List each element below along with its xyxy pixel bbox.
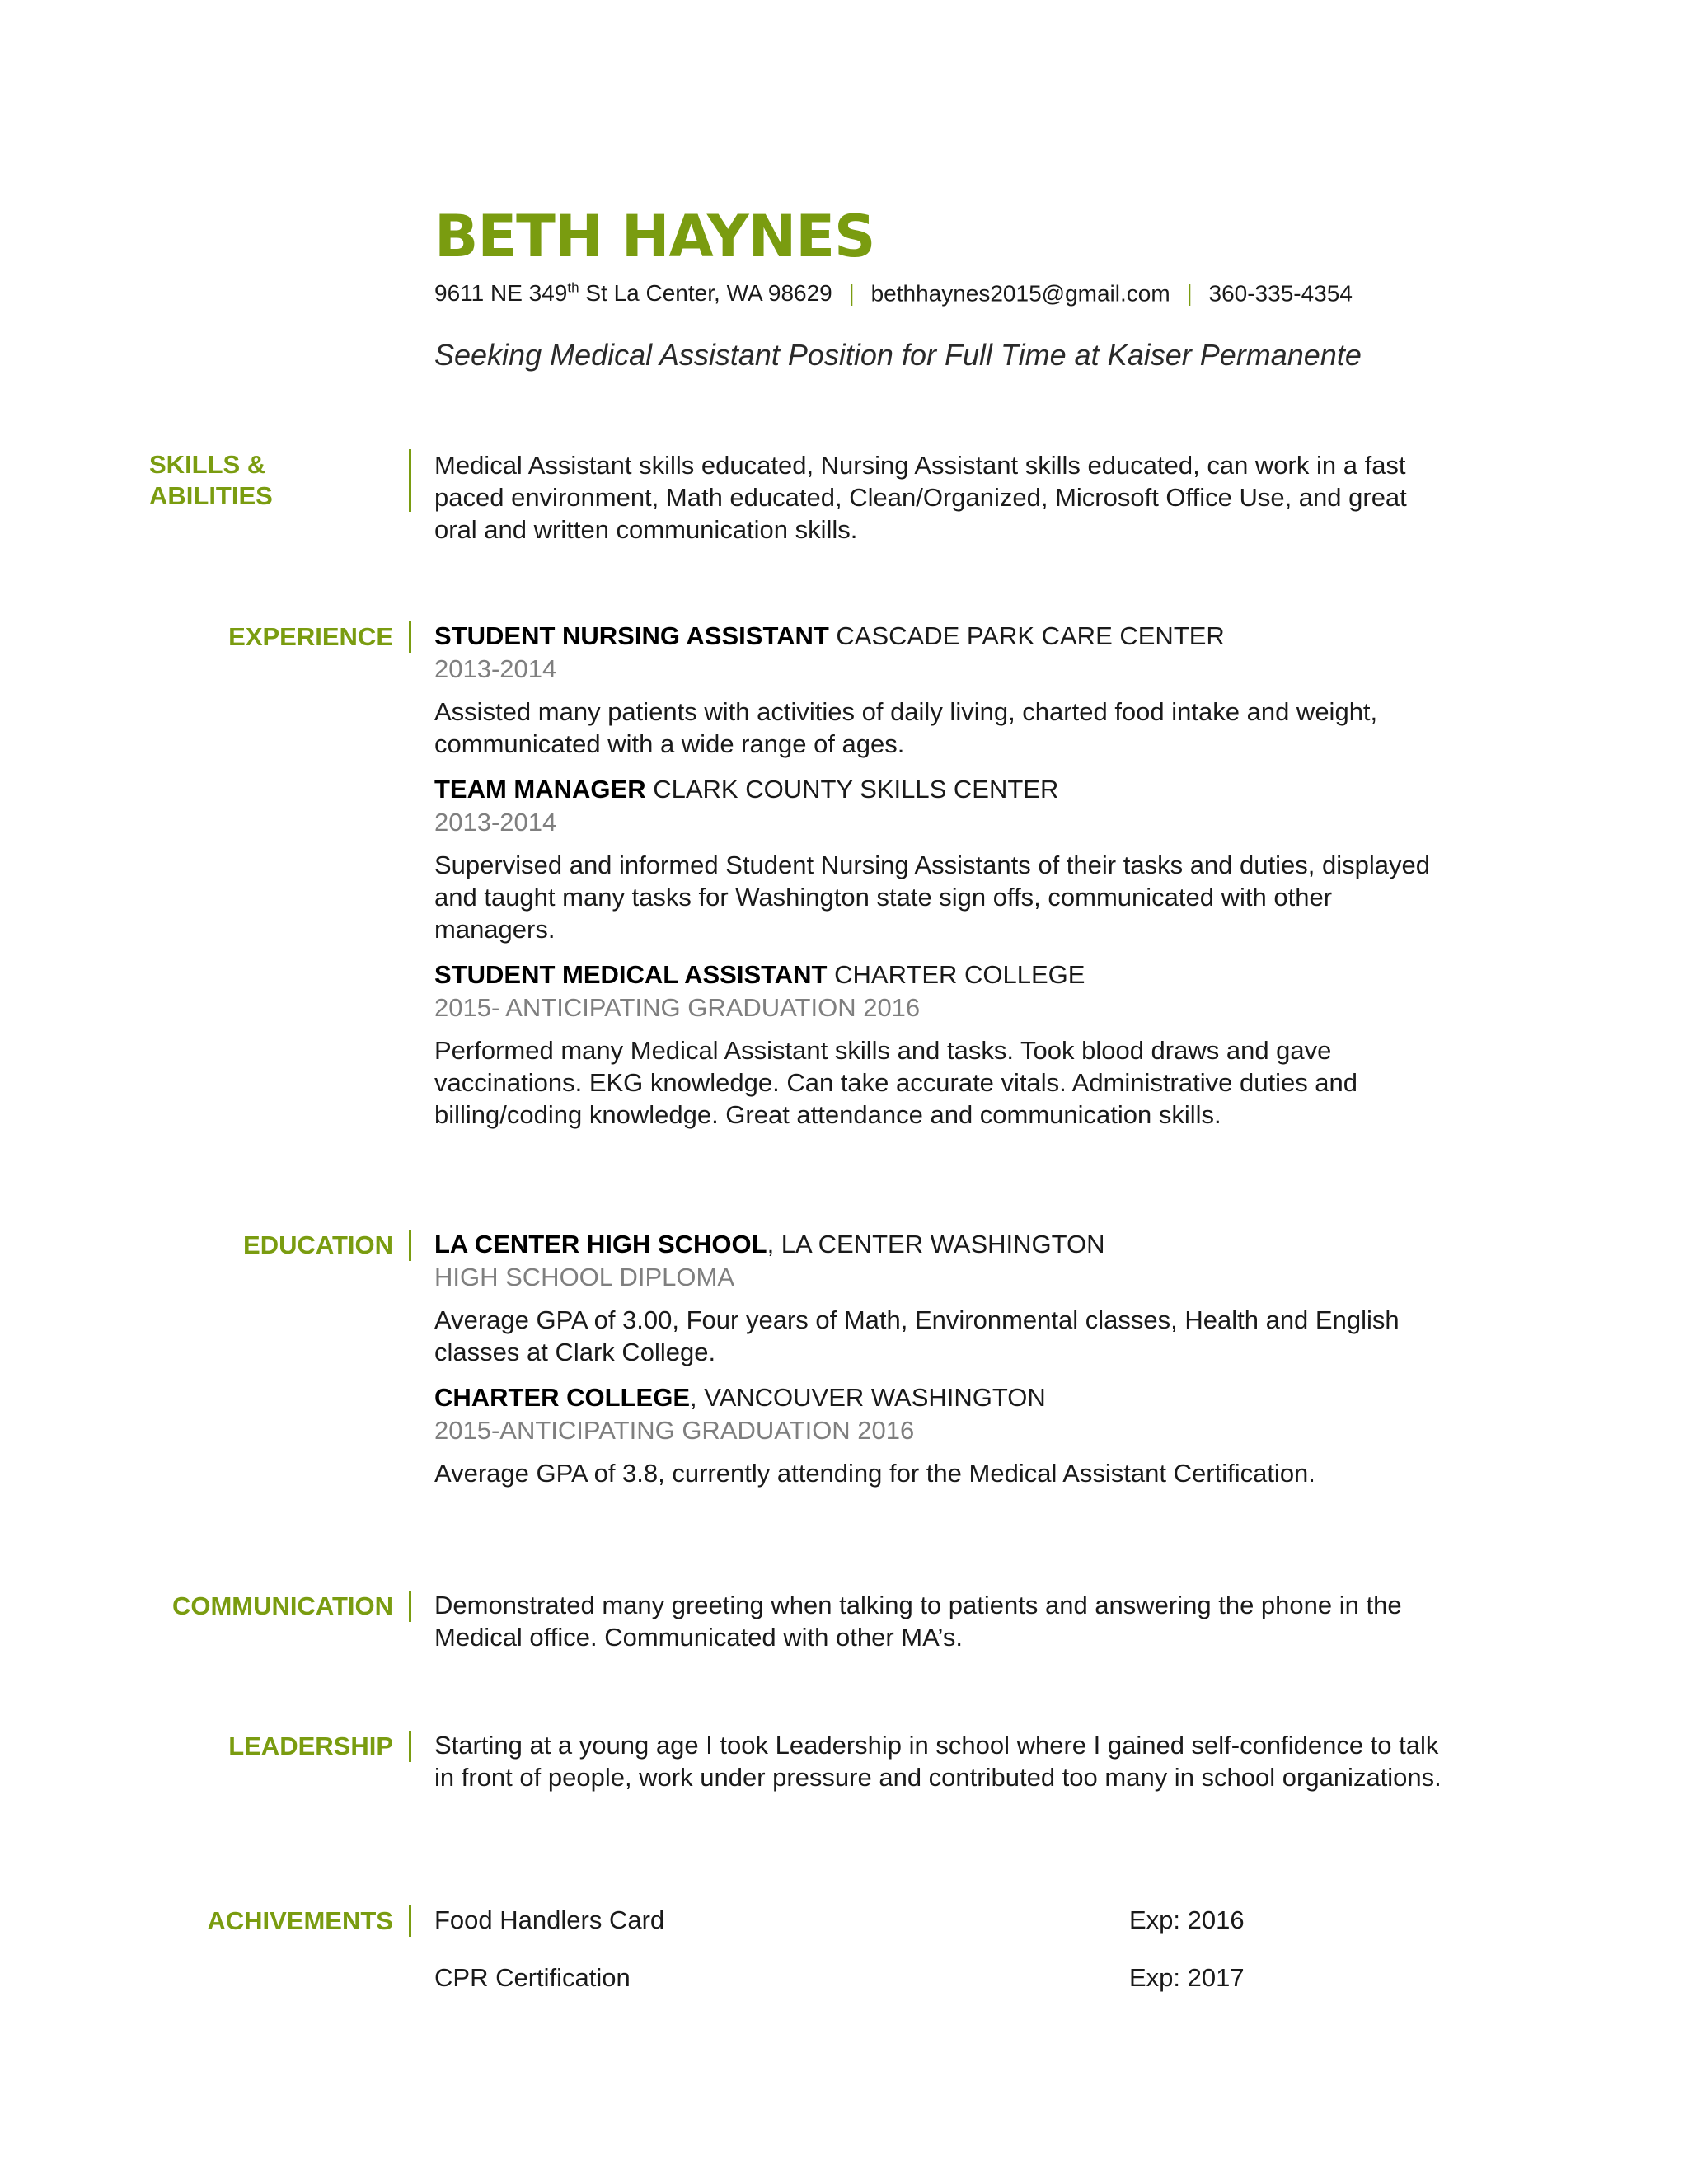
experience-section [434,620,1448,1144]
email: bethhaynes2015@gmail.com [870,280,1170,307]
section-divider [409,1230,411,1261]
section-divider [409,449,411,512]
entry-heading: STUDENT NURSING ASSISTANT CASCADE PARK CARE CENTER [434,621,1225,650]
entry-heading: LA CENTER HIGH SCHOOL, LA CENTER WASHINGTON [434,1230,1105,1258]
achievement-expiry: Exp: 2016 [1129,1905,1245,1934]
entry-description: Performed many Medical Assistant skills and tasks. Took blood draws and gave vaccinations. EKG knowledge. Can take accurate vitals. Administrative duties and billing/coding knowledge. Great attendance and communication skills. [434,1036,1358,1129]
section-label-leadership: LEADERSHIP [228,1732,393,1760]
experience-entry [434,620,1448,760]
contact-separator: | [848,280,855,307]
entry-date: 2015-ANTICIPATING GRADUATION 2016 [434,1416,915,1445]
section-label-achievements: ACHIVEMENTS [207,1906,393,1935]
education-section [434,1228,1448,1502]
section-label-communication: COMMUNICATION [171,1591,393,1620]
section-divider [409,621,411,653]
entry-date: 2013-2014 [434,808,557,837]
achievement-expiry: Exp: 2017 [1129,1963,1245,1992]
entry-description: Average GPA of 3.00, Four years of Math, Environmental classes, Health and English classes at Clark College. [434,1305,1400,1366]
applicant-name: BETH HAYNES [434,203,875,270]
section-divider [409,1731,411,1762]
entry-date: HIGH SCHOOL DIPLOMA [434,1263,735,1291]
entry-description: Assisted many patients with activities of daily living, charted food intake and weight, communicated with a wide range of ages. [434,697,1378,758]
phone: 360-335-4354 [1208,280,1353,307]
entry-date: 2013-2014 [434,654,557,683]
address: 9611 NE 349th St La Center, WA 98629 [434,280,832,307]
communication-text: Demonstrated many greeting when talking to patients and answering the phone in the Medical office. Communicated with other MA’s. [434,1591,1402,1652]
achievement-name: Food Handlers Card [434,1905,665,1934]
contact-line [434,280,1353,307]
section-divider [409,1591,411,1622]
achievement-name: CPR Certification [434,1963,631,1992]
section-divider [409,1905,411,1937]
section-label-skills: SKILLS & ABILITIES [149,450,273,510]
entry-description: Supervised and informed Student Nursing Assistants of their tasks and duties, displayed and taught many tasks for Washington state sign offs, communicated with other managers. [434,851,1430,944]
experience-entry [434,958,1448,1131]
achievement-item [434,1904,1448,1961]
entry-heading: STUDENT MEDICAL ASSISTANT CHARTER COLLEGE [434,960,1085,989]
experience-entry [434,773,1448,945]
contact-separator: | [1186,280,1193,307]
entry-heading: CHARTER COLLEGE, VANCOUVER WASHINGTON [434,1383,1046,1412]
section-label-experience: EXPERIENCE [228,622,393,651]
leadership-text: Starting at a young age I took Leadership in school where I gained self-confidence to talk in front of people, work under pressure and contributed too many in school organizations. [434,1731,1442,1792]
education-entry [434,1228,1448,1368]
entry-heading: TEAM MANAGER CLARK COUNTY SKILLS CENTER [434,775,1059,804]
entry-description: Average GPA of 3.8, currently attending for the Medical Assistant Certification. [434,1459,1315,1488]
section-label-education: EDUCATION [243,1230,393,1259]
entry-date: 2015- ANTICIPATING GRADUATION 2016 [434,993,921,1022]
education-entry [434,1381,1448,1489]
skills-text: Medical Assistant skills educated, Nursing Assistant skills educated, can work in a fast paced environment, Math educated, Clean/Organized, Microsoft Office Use, and great oral and written communication skills. [434,451,1407,544]
objective: Seeking Medical Assistant Position for Full Time at Kaiser Permanente [434,338,1362,372]
achievement-item [434,1961,1448,2019]
achievements-list [434,1904,1448,2019]
